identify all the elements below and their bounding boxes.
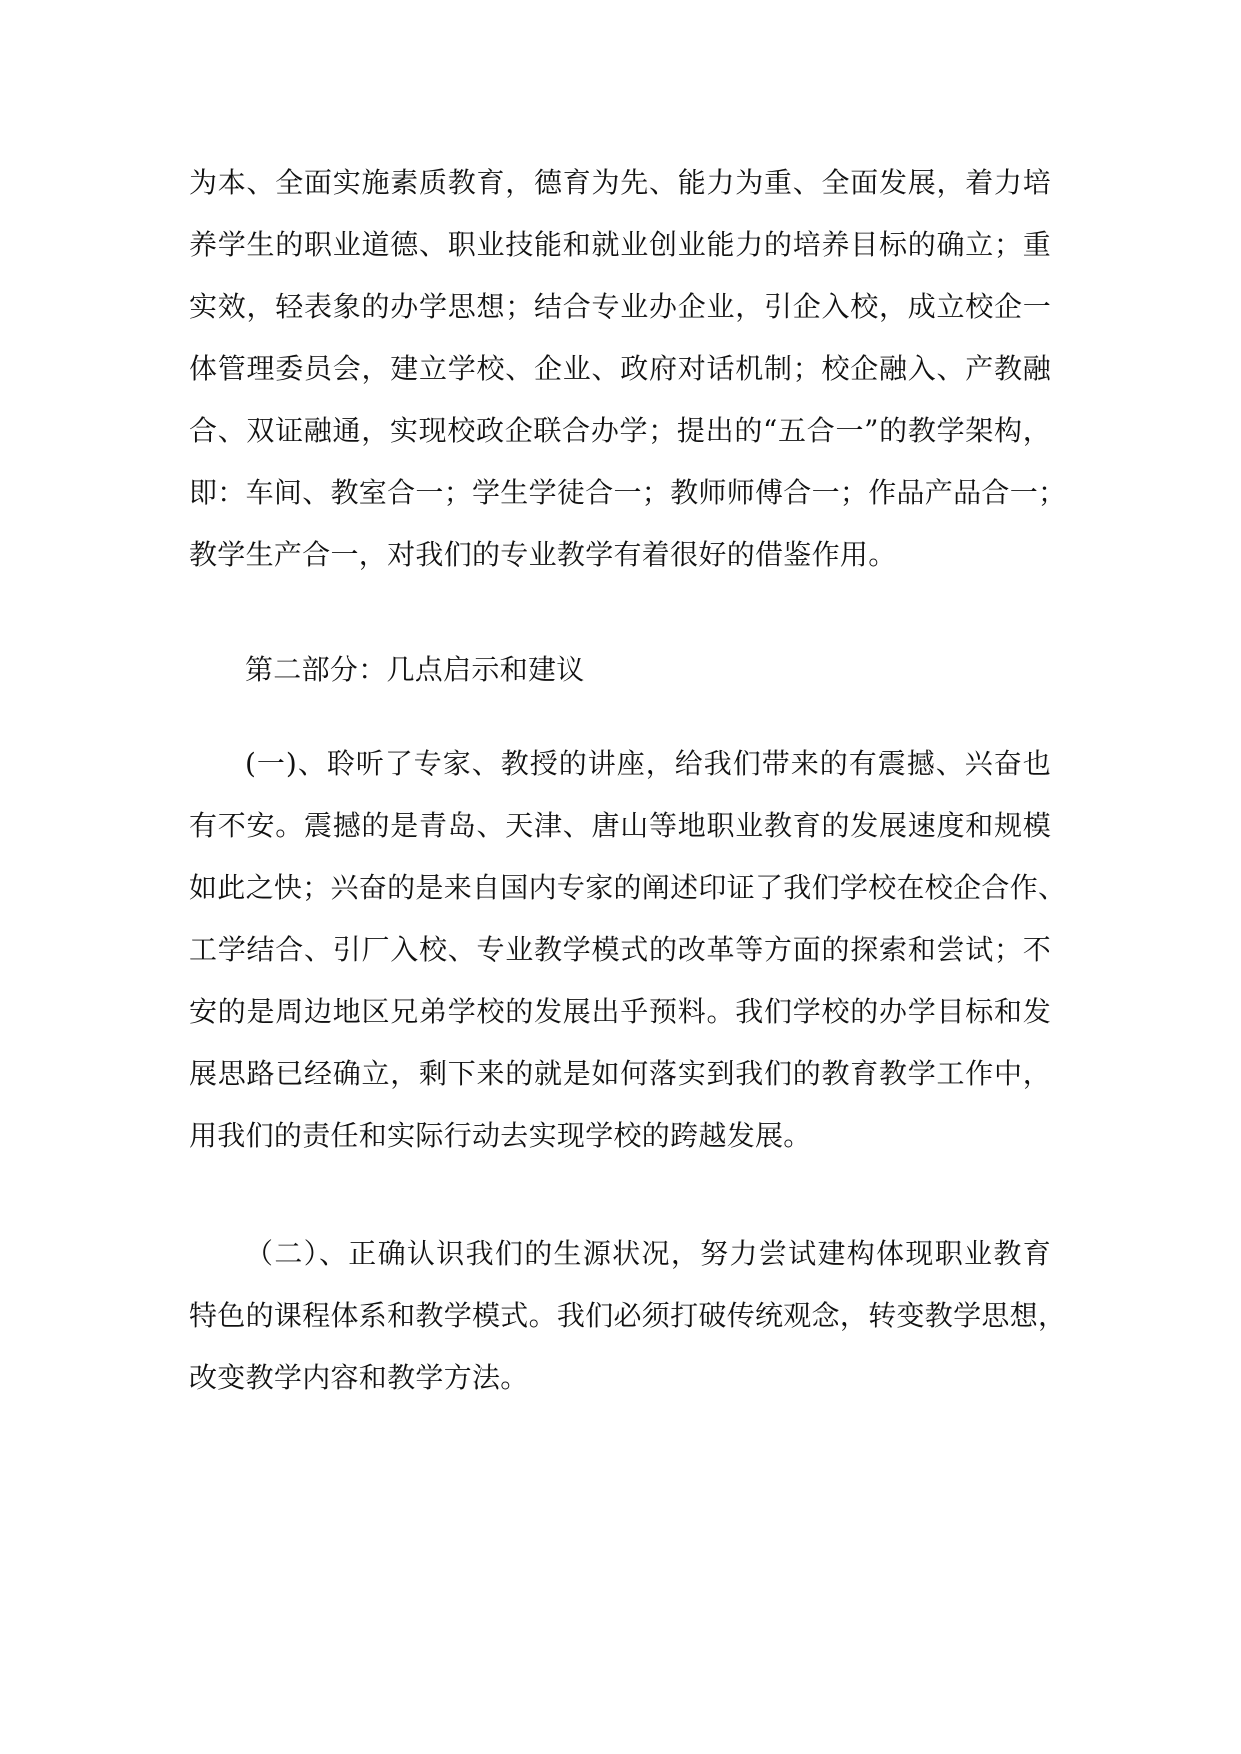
- text-line: 体管理委员会，建立学校、企业、政府对话机制；校企融入、产教融: [189, 352, 1051, 385]
- text-line: 展思路已经确立，剩下来的就是如何落实到我们的教育教学工作中，: [189, 1057, 1051, 1090]
- section-heading-text: 第二部分：几点启示和建议: [245, 653, 585, 686]
- text-line: 特色的课程体系和教学模式。我们必须打破传统观念，转变教学思想，: [189, 1299, 1067, 1332]
- text-line: (一)、聆听了专家、教授的讲座，给我们带来的有震撼、兴奋也: [245, 747, 1051, 780]
- section-heading: [189, 639, 1051, 701]
- text-line: 实效，轻表象的办学思想；结合专业办企业，引企入校，成立校企一: [189, 290, 1051, 323]
- text-line: 改变教学内容和教学方法。: [189, 1361, 529, 1394]
- text-line: 即：车间、教室合一；学生学徒合一；教师师傅合一；作品产品合一；: [189, 476, 1067, 509]
- text-line: （二）、正确认识我们的生源状况，努力尝试建构体现职业教育: [245, 1237, 1051, 1270]
- text-line: 合、双证融通，实现校政企联合办学；提出的“五合一”的教学架构，: [189, 414, 1051, 447]
- text-line: 如此之快；兴奋的是来自国内专家的阐述印证了我们学校在校企合作、: [189, 871, 1067, 904]
- paragraph-point-one: [189, 733, 1067, 1167]
- text-line: 养学生的职业道德、职业技能和就业创业能力的培养目标的确立；重: [189, 228, 1051, 261]
- text-line: 工学结合、引厂入校、专业教学模式的改革等方面的探索和尝试；不: [189, 933, 1051, 966]
- paragraph-point-two: [189, 1223, 1067, 1409]
- text-line: 教学生产合一，对我们的专业教学有着很好的借鉴作用。: [189, 538, 897, 571]
- text-line: 安的是周边地区兄弟学校的发展出乎预料。我们学校的办学目标和发: [189, 995, 1051, 1028]
- text-line: 为本、全面实施素质教育，德育为先、能力为重、全面发展，着力培: [189, 166, 1051, 199]
- paragraph-part-one-conclusion: [189, 152, 1067, 586]
- text-line: 有不安。震撼的是青岛、天津、唐山等地职业教育的发展速度和规模: [189, 809, 1051, 842]
- text-line: 用我们的责任和实际行动去实现学校的跨越发展。: [189, 1119, 812, 1152]
